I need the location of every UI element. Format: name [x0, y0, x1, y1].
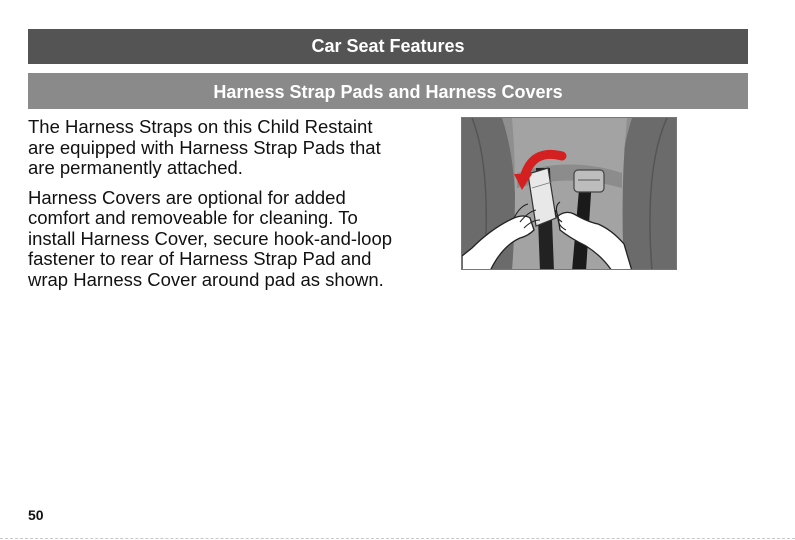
section-title-bar — [28, 29, 748, 64]
seat-right-wing — [620, 118, 678, 270]
right-harness-pad — [574, 170, 604, 192]
paragraph-harness-pads: The Harness Straps on this Child Restaint are equipped with Harness Strap Pads that are permanently attached. — [28, 116, 381, 178]
subsection-title: Harness Strap Pads and Harness Covers — [213, 82, 563, 102]
harness-cover-illustration — [461, 117, 677, 270]
subsection-title-bar — [28, 73, 748, 109]
harness-cover-drawing — [462, 118, 677, 270]
paragraph-harness-covers: Harness Covers are optional for added comfort and removeable for cleaning. To install Harness Cover, secure hook-and-loop fastener to rear of Harness Strap Pad and wrap Harness Cover around pad as shown. — [28, 186, 393, 290]
body-text — [28, 117, 393, 299]
footer-rule — [0, 538, 795, 539]
page-number: 50 — [28, 507, 44, 523]
section-title: Car Seat Features — [311, 36, 465, 56]
